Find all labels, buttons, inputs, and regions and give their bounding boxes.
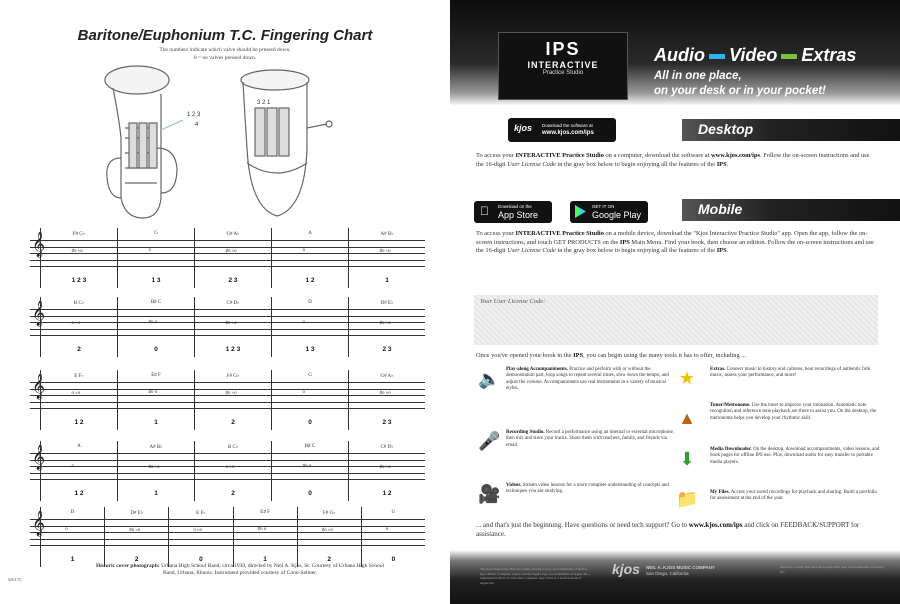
desktop-heading: Desktop bbox=[682, 119, 900, 141]
folder-icon: 📁 bbox=[676, 489, 699, 509]
desktop-text-product: INTERACTIVE Practice Studio bbox=[515, 152, 604, 159]
fingering-cell bbox=[348, 441, 425, 501]
desktop-badge-line1: Download the software at bbox=[542, 123, 593, 128]
app-store-big-text: App Store bbox=[498, 210, 539, 220]
valve-fingering: 2 3 bbox=[382, 419, 392, 426]
features-intro bbox=[476, 352, 876, 361]
star-icon: ★ bbox=[678, 368, 696, 388]
desktop-instructions bbox=[476, 152, 876, 169]
fingering-cell bbox=[271, 297, 348, 357]
mobile-text-license: User License Code bbox=[507, 247, 556, 255]
fingering-cell bbox=[40, 370, 117, 430]
staff-row bbox=[30, 228, 425, 288]
ips-logo-sub1: INTERACTIVE bbox=[527, 60, 599, 70]
valve-fingering: 1 3 bbox=[305, 346, 315, 353]
fingering-cell bbox=[117, 297, 194, 357]
google-play-badge[interactable] bbox=[570, 201, 648, 223]
fingering-cell bbox=[348, 297, 425, 357]
note-head: o bbox=[65, 527, 68, 532]
photo-caption bbox=[90, 563, 390, 577]
feature-text: Record a performance using an internal or external microphone, then mix and store your tracks. Share them with teachers, family, and friends via email. bbox=[506, 430, 675, 448]
headline-line3: on your desk or in your pocket! bbox=[654, 85, 826, 97]
note-name: E♯ F bbox=[151, 373, 161, 378]
support-note bbox=[476, 521, 876, 539]
valve-fingering: 0 bbox=[391, 556, 396, 563]
fingering-cell bbox=[361, 507, 425, 567]
fingering-cell bbox=[348, 370, 425, 430]
fingering-cell bbox=[297, 507, 361, 567]
note-name: F# G♭ bbox=[72, 232, 86, 237]
valve-fingering: 2 bbox=[77, 346, 81, 353]
feature-title: My Files. bbox=[710, 490, 730, 495]
chart-title: Baritone/Euphonium T.C. Fingering Chart bbox=[77, 27, 373, 44]
note-name: A# B♭ bbox=[380, 232, 394, 237]
valve-fingering: 1 3 bbox=[151, 277, 161, 284]
valve-4-label: 4 bbox=[195, 122, 199, 128]
note-head: o ♭o bbox=[71, 321, 81, 326]
euphonium-top-view bbox=[241, 70, 332, 216]
microphone-icon: 🎤 bbox=[478, 431, 501, 451]
headline-video: Video bbox=[729, 45, 778, 65]
note-name: E F♭ bbox=[74, 374, 84, 379]
desktop-text-url[interactable]: www.kjos.com/ips bbox=[711, 152, 760, 159]
valve-fingering: 0 bbox=[199, 556, 203, 563]
fingering-cell bbox=[348, 228, 425, 288]
outro-pre: ... and that's just the beginning. Have questions or need tech support? Go to bbox=[476, 521, 689, 529]
note-name: B C♭ bbox=[227, 445, 239, 450]
fingering-cell bbox=[117, 228, 194, 288]
desktop-text-mid3: in the gray box below to begin enjoying all the features of the bbox=[555, 160, 717, 168]
feature-title: Recording Studio. bbox=[506, 430, 545, 435]
valve-fingering: 0 bbox=[154, 346, 158, 353]
feature-title: Media Downloader. bbox=[710, 447, 752, 452]
treble-clef-icon: 𝄞 bbox=[32, 301, 46, 326]
valve-fingering: 1 bbox=[154, 419, 158, 426]
outro-url[interactable]: www.kjos.com/ips bbox=[688, 521, 743, 529]
feature-text: Stream video lessons for a more complete understanding of concepts and techniques you are studying. bbox=[506, 483, 669, 495]
valve-fingering: 1 2 3 bbox=[225, 346, 241, 353]
mobile-text-end: . bbox=[726, 247, 729, 255]
staff-row bbox=[30, 370, 425, 430]
note-name: G bbox=[308, 373, 312, 378]
note-head: ♯o ♭o bbox=[379, 391, 391, 396]
note-head: o bbox=[148, 248, 151, 253]
note-name: B♯ C bbox=[304, 444, 316, 449]
ips-logo bbox=[498, 32, 628, 100]
valve-fingering: 1 bbox=[70, 556, 75, 563]
note-head: ♯o ♭o bbox=[225, 249, 237, 254]
headline bbox=[654, 45, 856, 66]
note-head: o ♭o bbox=[225, 465, 235, 470]
note-head: o ♭o bbox=[193, 528, 203, 533]
valve-fingering: 2 3 bbox=[228, 277, 238, 284]
treble-clef-icon: 𝄞 bbox=[32, 232, 46, 257]
valve-fingering: 1 2 bbox=[74, 490, 84, 497]
license-code-label: Your User License Code: bbox=[480, 298, 546, 305]
valve-fingering: 2 3 bbox=[382, 346, 392, 353]
license-code-box[interactable] bbox=[474, 295, 878, 345]
note-name: G# A♭ bbox=[380, 374, 394, 379]
mobile-text-mid2: Main Menu. Find your book, then choose an edition. Follow the on-screen instructions and use the 16-digit bbox=[476, 238, 875, 255]
metronome-icon: ▲ bbox=[678, 408, 696, 428]
note-head: ♯o o bbox=[302, 464, 312, 469]
note-name: B♯ C bbox=[150, 300, 162, 305]
feature-tuner bbox=[710, 403, 880, 422]
fingering-cell bbox=[271, 441, 348, 501]
feature-text: Connect music to history and cultures, hear recordings of authentic folk music, assess your performance, and more! bbox=[710, 367, 871, 379]
note-name: D# E♭ bbox=[130, 511, 144, 516]
note-name: D bbox=[70, 510, 75, 515]
kjos-badge-logo: kjos bbox=[514, 123, 533, 133]
feature-text: Access your saved recordings for playback and sharing. Build a portfolio for assessment at the end of the year. bbox=[710, 490, 877, 502]
feature-text: On the desktop, download accompaniments, video lessons, and book pages for offline IPS use. Plus, download audio for easy transfer to portable media players. bbox=[710, 447, 880, 465]
app-store-small-text: Download on the bbox=[498, 204, 532, 209]
note-head: ♯o o bbox=[257, 527, 267, 532]
intro-pre: Once you've opened your book in the bbox=[476, 352, 574, 359]
download-icon: ⬇ bbox=[679, 449, 695, 469]
desktop-download-badge[interactable] bbox=[508, 118, 616, 142]
ips-logo-letters: IPS bbox=[545, 39, 581, 59]
desktop-text-license: User License Code bbox=[507, 160, 556, 168]
feature-downloader bbox=[710, 447, 880, 466]
note-head: ♯o ♭o bbox=[225, 321, 237, 326]
valve-fingering: 2 bbox=[231, 490, 235, 497]
desktop-badge-line2: www.kjos.com/ips bbox=[542, 130, 594, 136]
valve-fingering: 0 bbox=[308, 490, 312, 497]
note-name: E♯ F bbox=[260, 510, 270, 515]
valve-fingering: 1 bbox=[263, 556, 267, 563]
headline-audio: Audio bbox=[654, 45, 705, 65]
note-name: E F♭ bbox=[196, 511, 206, 516]
note-name: B C♭ bbox=[73, 301, 85, 306]
valve-fingering: 0 bbox=[308, 419, 312, 426]
note-head: ♯o ♭o bbox=[321, 528, 333, 533]
mobile-text-mid3: in the gray box below to begin enjoying all the features of the bbox=[555, 247, 717, 255]
fingering-cell bbox=[271, 228, 348, 288]
feature-title: Play-along Accompaniments. bbox=[506, 367, 568, 372]
note-name: D# E♭ bbox=[380, 301, 394, 306]
mobile-text-ips2: IPS bbox=[716, 247, 727, 255]
app-store-badge[interactable] bbox=[474, 201, 552, 223]
note-name: D bbox=[308, 300, 312, 305]
mobile-text-ips: IPS bbox=[619, 238, 630, 246]
desktop-text-end: . bbox=[726, 160, 729, 168]
note-name: A# B♭ bbox=[149, 445, 163, 450]
valve-fingering: 1 2 bbox=[74, 419, 84, 426]
footer-company-city: San Diego, California bbox=[646, 570, 689, 576]
front-valve-numbers: 1 2 3 bbox=[187, 112, 201, 118]
euphonium-diagram bbox=[95, 58, 335, 223]
fingering-cell bbox=[40, 507, 104, 567]
treble-clef-icon: 𝄞 bbox=[32, 374, 46, 399]
outro-post: and click on FEEDBACK/SUPPORT for assistance. bbox=[476, 521, 860, 538]
note-head: o bbox=[71, 464, 74, 469]
apple-icon bbox=[480, 204, 489, 218]
note-name: F# G♭ bbox=[226, 374, 240, 379]
intro-post: , you can begin using the many tools it has to offer, including ... bbox=[583, 352, 747, 359]
feature-videos bbox=[506, 483, 676, 496]
treble-clef-icon: 𝄞 bbox=[32, 511, 46, 536]
note-name: G bbox=[391, 510, 396, 515]
note-head: ♯o ♭o bbox=[129, 528, 141, 533]
mobile-heading: Mobile bbox=[682, 199, 900, 221]
note-head: o bbox=[385, 527, 389, 532]
mobile-text-mid1: on a mobile device, download the "Kjos Interactive Practice Studio" app. Open the app, follow the on-screen instructions, and touch GET PRODUCTS on the bbox=[476, 230, 868, 246]
feature-recording bbox=[506, 430, 676, 449]
note-name: C# D♭ bbox=[226, 301, 240, 306]
footer-company-name: NEIL A. KJOS MUSIC COMPANY bbox=[646, 565, 715, 570]
staff-row bbox=[30, 507, 425, 567]
footer-trademark-right: Android, Google Play and the Google Play logo are trademarks of Google Inc. bbox=[780, 565, 884, 574]
feature-text: Practice and perform with or without the demonstration part, loop songs to repeat several times, slow down the tempo, and adjust the volume. Accompaniments use real instruments in a variety of musical styles. bbox=[506, 367, 669, 391]
treble-clef-icon: 𝄞 bbox=[32, 445, 46, 470]
fingering-cell bbox=[194, 370, 271, 430]
fingering-cell bbox=[104, 507, 168, 567]
feature-title: Tuner/Metronome. bbox=[710, 403, 751, 408]
staff-row bbox=[30, 297, 425, 357]
valve-fingering: 1 bbox=[385, 277, 389, 284]
fingering-cell bbox=[194, 441, 271, 501]
feature-accompaniments bbox=[506, 367, 676, 392]
note-head: ♯o o bbox=[148, 390, 158, 395]
green-bar bbox=[781, 54, 797, 59]
note-head: ♯o ♭o bbox=[148, 465, 160, 470]
fingering-cell bbox=[40, 441, 117, 501]
note-head: ♯o o bbox=[148, 320, 158, 325]
valve-fingering: 2 bbox=[134, 556, 139, 563]
valve-fingering: 1 2 bbox=[305, 277, 315, 284]
fingering-cell bbox=[40, 228, 117, 288]
speaker-icon: 🔈 bbox=[478, 369, 501, 389]
chart-note-line1: The numbers indicate which valve should be pressed down. bbox=[159, 47, 291, 53]
feature-my-files bbox=[710, 490, 880, 503]
fingering-cell bbox=[233, 507, 297, 567]
headline-tagline bbox=[654, 69, 826, 99]
fingering-cell bbox=[117, 370, 194, 430]
note-name: G bbox=[154, 231, 158, 236]
valve-fingering: 2 bbox=[231, 419, 235, 426]
note-head: ♯o ♭o bbox=[379, 465, 391, 470]
top-valve-numbers: 3 2 1 bbox=[257, 100, 271, 106]
desktop-text-pre: To access your bbox=[476, 152, 516, 159]
desktop-text-mid1: on a computer, download the software at bbox=[603, 152, 711, 159]
ips-info-page bbox=[450, 0, 900, 604]
valve-fingering: 1 2 3 bbox=[71, 277, 87, 284]
fingering-cell bbox=[168, 507, 232, 567]
mobile-text-product: INTERACTIVE Practice Studio bbox=[515, 230, 604, 237]
cyan-bar bbox=[709, 54, 725, 59]
headline-extras: Extras bbox=[801, 45, 857, 65]
ips-logo-sub2: Practice Studio bbox=[542, 70, 584, 76]
fingering-cell bbox=[194, 228, 271, 288]
valve-fingering: 1 bbox=[154, 490, 158, 497]
footer-trademark-left: The Kjos Interactive Practice Studio and Kjos logo are trademarks of Neil A. Kjos Music Company. Apple and the Apple logo are trademarks of Apple Inc., registered in the U.S. and other countries. App Store is a service mark of Apple Inc. bbox=[480, 567, 590, 585]
footer-company bbox=[646, 565, 716, 576]
fingering-cell bbox=[40, 297, 117, 357]
note-head: o ♭o bbox=[71, 391, 81, 396]
euphonium-front-view bbox=[105, 66, 183, 218]
note-name: C# D♭ bbox=[380, 445, 394, 450]
feature-extras bbox=[710, 367, 880, 380]
mobile-instructions bbox=[476, 230, 876, 256]
google-play-big-text: Google Play bbox=[592, 210, 642, 220]
video-camera-icon: 🎥 bbox=[478, 484, 501, 504]
valve-fingering: 2 bbox=[327, 556, 332, 563]
note-name: A bbox=[77, 444, 81, 449]
note-head: o bbox=[302, 390, 305, 395]
note-head: o bbox=[302, 248, 305, 253]
fingering-cell bbox=[194, 297, 271, 357]
note-head: o bbox=[302, 320, 305, 325]
caption-text: Urbana High School Band, circa 1930, directed by Neil A. Kjos, Sr. Courtesy of Urbana High School Band, Urbana, Illinois. Instrument provided courtesy of Conn-Selmer. bbox=[159, 563, 384, 576]
google-play-small-text: GET IT ON bbox=[592, 204, 615, 209]
desktop-text-ips: IPS bbox=[716, 160, 727, 168]
staff-row bbox=[30, 441, 425, 501]
headline-line2: All in one place, bbox=[654, 70, 742, 82]
chart-note-line2: 0 = no valves pressed down. bbox=[193, 55, 257, 61]
page-number: W61TC bbox=[8, 577, 23, 582]
footer-kjos-logo: kjos bbox=[612, 561, 641, 577]
feature-title: Videos. bbox=[506, 483, 522, 488]
feature-title: Extras. bbox=[710, 367, 726, 372]
note-head: ♯o ♭o bbox=[71, 249, 83, 254]
desktop-text-mid2: . Follow the on-screen instructions and use the 16-digit bbox=[476, 152, 870, 168]
note-name: A bbox=[308, 231, 312, 236]
note-name: G# A♭ bbox=[226, 232, 240, 237]
note-name: F# G♭ bbox=[322, 511, 336, 516]
note-head: ♯o ♭o bbox=[225, 391, 237, 396]
fingering-cell bbox=[117, 441, 194, 501]
google-play-icon bbox=[575, 205, 586, 218]
fingering-cell bbox=[271, 370, 348, 430]
note-head: ♯o ♭o bbox=[379, 249, 391, 254]
mobile-text-pre: To access your bbox=[476, 230, 516, 237]
feature-text: Use the tuner to improve your intonation. Automatic note recognition and reference tone playback are there to assist you. On the desktop, the metronome helps you develop your rhythmic skill. bbox=[710, 403, 877, 421]
intro-ips: IPS bbox=[573, 352, 584, 359]
caption-label: Historic cover photograph: bbox=[95, 563, 160, 569]
note-head: ♯o ♭o bbox=[379, 321, 391, 326]
valve-fingering: 1 2 bbox=[382, 490, 392, 497]
